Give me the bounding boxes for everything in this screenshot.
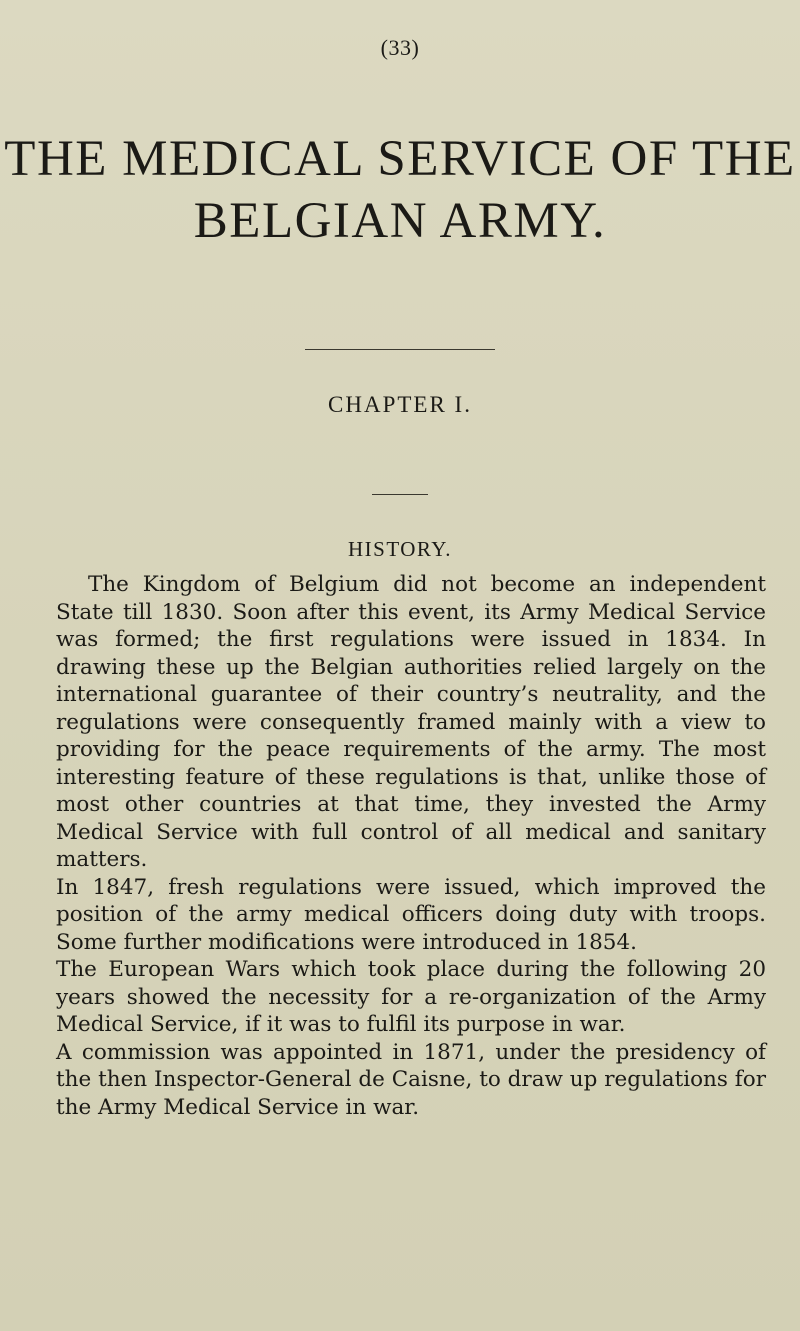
title-line-2: BELGIAN ARMY. bbox=[193, 193, 607, 249]
section-heading: HISTORY. bbox=[347, 537, 452, 561]
paragraph-1: The Kingdom of Belgium did not become an independent State till 1830. Soon after this event, its Army Medical Service was formed; the first regulations were issued in 1834. In drawing these up the Belgian authorities relied largely on the international guarantee of their country’s neutrality, and the regulations were consequently framed mainly with a view to providing for the peace requirements of the army. The most interesting feature of these regulations is that, unlike those of most other countries at that time, they invested the Army Medical Service with full control of all medical and sanitary matters. bbox=[56, 572, 766, 872]
paragraph-4: A commission was appointed in 1871, under the presidency of the then Inspector-General de Caisne, to draw up regulations for the Army Medical Service in war. bbox=[56, 1039, 766, 1120]
chapter-divider bbox=[372, 494, 428, 495]
page-number: (33) bbox=[380, 35, 420, 60]
paragraph-2: In 1847, fresh regulations were issued, which improved the position of the army medical officers doing duty with troops. Some further modifications were introduced in 1854. bbox=[56, 874, 766, 955]
body-text bbox=[56, 571, 766, 1121]
document-title bbox=[0, 128, 800, 252]
chapter-heading: CHAPTER I. bbox=[328, 392, 472, 417]
title-divider bbox=[305, 349, 495, 350]
paragraph-3: The European Wars which took place during the following 20 years showed the necessity for a re-organization of the Army Medical Service, if it was to fulfil its purpose in war. bbox=[56, 957, 766, 1037]
title-line-1: THE MEDICAL SERVICE OF THE bbox=[4, 131, 796, 187]
